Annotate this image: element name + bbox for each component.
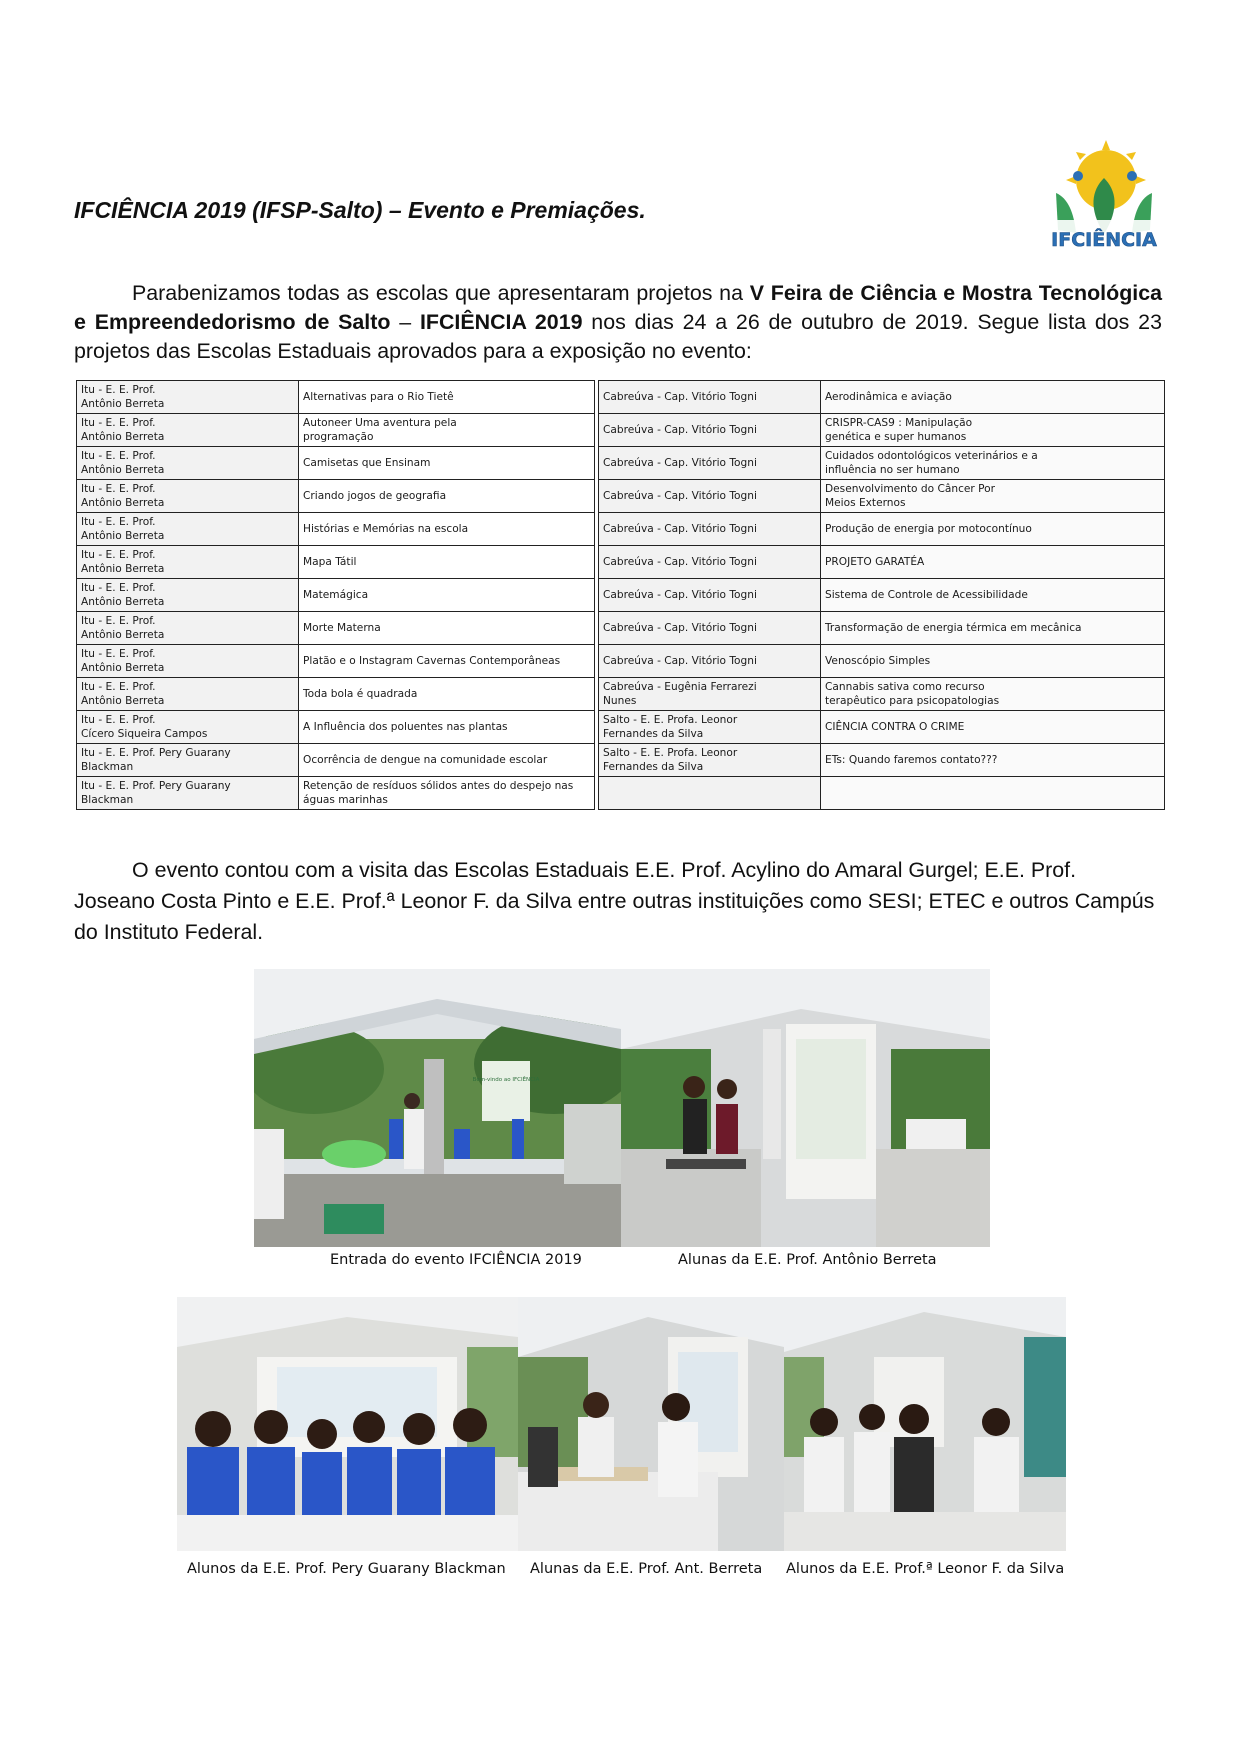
caption-entrance: Entrada do evento IFCIÊNCIA 2019	[330, 1252, 582, 1268]
projects-table-body	[77, 381, 1165, 810]
table-row	[77, 513, 1165, 546]
project-cell: CRISPR-CAS9 : Manipulação genética e super humanos	[821, 414, 1165, 447]
table-row	[77, 447, 1165, 480]
project-cell: Desenvolvimento do Câncer Por Meios Externos	[821, 480, 1165, 513]
table-row	[77, 381, 1165, 414]
school-cell	[599, 777, 821, 810]
school-cell: Cabreúva - Cap. Vitório Togni	[599, 579, 821, 612]
intro-event-short: IFCIÊNCIA 2019	[419, 310, 583, 334]
school-cell: Cabreúva - Cap. Vitório Togni	[599, 513, 821, 546]
caption-leonor: Alunos da E.E. Prof.ª Leonor F. da Silva	[786, 1561, 1065, 1577]
project-cell: Mapa Tátil	[299, 546, 595, 579]
projects-table	[76, 380, 1165, 810]
table-row	[77, 645, 1165, 678]
project-cell: Platão e o Instagram Cavernas Contemporâneas	[299, 645, 595, 678]
school-cell: Salto - E. E. Profa. Leonor Fernandes da Silva	[599, 744, 821, 777]
project-cell: Histórias e Memórias na escola	[299, 513, 595, 546]
visits-text: O evento contou com a visita das Escolas Estaduais E.E. Prof. Acylino do Amaral Gurgel; E.E. Prof. Joseano Costa Pinto e E.E. Prof.ª Leonor F. da Silva entre outras instituições como SESI; ETEC e outros Campús do Instituto Federal.	[74, 858, 1155, 944]
caption-pery: Alunos da E.E. Prof. Pery Guarany Blackman	[187, 1561, 506, 1577]
school-cell: Cabreúva - Cap. Vitório Togni	[599, 546, 821, 579]
school-cell: Cabreúva - Cap. Vitório Togni	[599, 612, 821, 645]
school-cell: Itu - E. E. Prof. Antônio Berreta	[77, 612, 299, 645]
table-row	[77, 711, 1165, 744]
project-cell: Retenção de resíduos sólidos antes do despejo nas águas marinhas	[299, 777, 595, 810]
school-cell: Itu - E. E. Prof. Antônio Berreta	[77, 678, 299, 711]
project-cell: Morte Materna	[299, 612, 595, 645]
project-cell: Camisetas que Ensinam	[299, 447, 595, 480]
table-row	[77, 414, 1165, 447]
caption-berreta: Alunas da E.E. Prof. Antônio Berreta	[678, 1252, 937, 1268]
school-cell: Cabreúva - Cap. Vitório Togni	[599, 480, 821, 513]
caption-ant-berreta: Alunas da E.E. Prof. Ant. Berreta	[530, 1561, 763, 1577]
school-cell: Itu - E. E. Prof. Antônio Berreta	[77, 579, 299, 612]
logo-wordmark: IFCIÊNCIA	[1051, 229, 1157, 251]
school-cell: Itu - E. E. Prof. Antônio Berreta	[77, 546, 299, 579]
intro-event-name: V Feira de Ciência e Mostra Tecnológica e Empreendedorismo de Salto	[74, 281, 1162, 334]
school-cell: Cabreúva - Eugênia Ferrarezi Nunes	[599, 678, 821, 711]
school-cell: Itu - E. E. Prof. Antônio Berreta	[77, 645, 299, 678]
table-row	[77, 744, 1165, 777]
table-row	[77, 480, 1165, 513]
school-cell: Cabreúva - Cap. Vitório Togni	[599, 447, 821, 480]
school-cell: Itu - E. E. Prof. Antônio Berreta	[77, 480, 299, 513]
photo-leonor-students	[784, 1297, 1066, 1551]
intro-text-1: Parabenizamos todas as escolas que apresentaram projetos na	[132, 281, 750, 305]
school-cell: Itu - E. E. Prof. Antônio Berreta	[77, 513, 299, 546]
photo-event-entrance	[254, 969, 621, 1247]
table-row	[77, 546, 1165, 579]
visits-paragraph	[74, 855, 1162, 948]
project-cell: Criando jogos de geografia	[299, 480, 595, 513]
school-cell: Itu - E. E. Prof. Pery Guarany Blackman	[77, 777, 299, 810]
project-cell: PROJETO GARATÉA	[821, 546, 1165, 579]
school-cell: Itu - E. E. Prof. Antônio Berreta	[77, 414, 299, 447]
table-row	[77, 678, 1165, 711]
photo-banner-text: Bem-vindo ao IFCIÊNCIA	[472, 1077, 540, 1083]
table-row	[77, 777, 1165, 810]
project-cell: Aerodinâmica e aviação	[821, 381, 1165, 414]
project-cell: CIÊNCIA CONTRA O CRIME	[821, 711, 1165, 744]
project-cell: Autoneer Uma aventura pela programação	[299, 414, 595, 447]
project-cell: Transformação de energia térmica em mecânica	[821, 612, 1165, 645]
school-cell: Itu - E. E. Prof. Antônio Berreta	[77, 447, 299, 480]
school-cell: Itu - E. E. Prof. Cícero Siqueira Campos	[77, 711, 299, 744]
project-cell: A Influência dos poluentes nas plantas	[299, 711, 595, 744]
school-cell: Itu - E. E. Prof. Pery Guarany Blackman	[77, 744, 299, 777]
ifciencia-logo	[1048, 138, 1158, 256]
intro-dash: –	[390, 310, 420, 334]
project-cell: Cannabis sativa como recurso terapêutico para psicopatologias	[821, 678, 1165, 711]
project-cell: Produção de energia por motocontínuo	[821, 513, 1165, 546]
school-cell: Cabreúva - Cap. Vitório Togni	[599, 381, 821, 414]
school-cell: Itu - E. E. Prof. Antônio Berreta	[77, 381, 299, 414]
table-row	[77, 612, 1165, 645]
school-cell: Cabreúva - Cap. Vitório Togni	[599, 645, 821, 678]
project-cell: Venoscópio Simples	[821, 645, 1165, 678]
page-title: IFCIÊNCIA 2019 (IFSP-Salto) – Evento e Premiações.	[74, 197, 646, 223]
project-cell: Alternativas para o Rio Tietê	[299, 381, 595, 414]
project-cell: Sistema de Controle de Acessibilidade	[821, 579, 1165, 612]
project-cell: Matemágica	[299, 579, 595, 612]
intro-text-2: nos dias 24 a 26 de outubro de 2019. Segue lista dos 23 projetos das Escolas Estaduais aprovados para a exposição no evento:	[74, 310, 1162, 363]
school-cell: Salto - E. E. Profa. Leonor Fernandes da Silva	[599, 711, 821, 744]
intro-paragraph	[74, 279, 1162, 366]
project-cell: Ocorrência de dengue na comunidade escolar	[299, 744, 595, 777]
project-cell: ETs: Quando faremos contato???	[821, 744, 1165, 777]
photo-berreta-students	[621, 969, 990, 1247]
photo-pery-students	[177, 1297, 518, 1551]
photo-ant-berreta-students	[518, 1297, 784, 1551]
school-cell: Cabreúva - Cap. Vitório Togni	[599, 414, 821, 447]
project-cell	[821, 777, 1165, 810]
project-cell: Cuidados odontológicos veterinários e a influência no ser humano	[821, 447, 1165, 480]
project-cell: Toda bola é quadrada	[299, 678, 595, 711]
table-row	[77, 579, 1165, 612]
